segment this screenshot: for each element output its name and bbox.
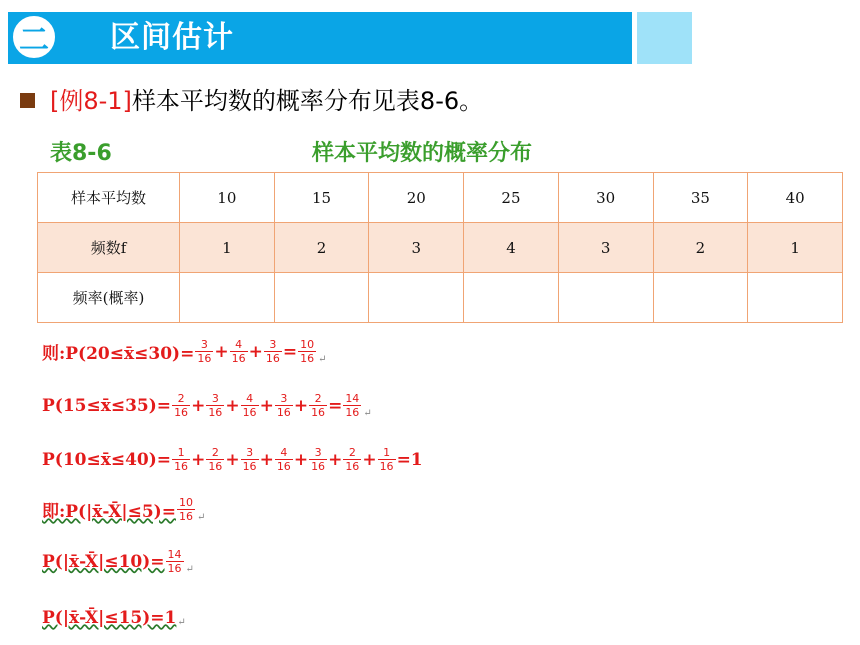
fraction: $\frac{4}{16}$ <box>276 446 291 473</box>
table-cell <box>369 273 464 323</box>
table-cell <box>274 273 369 323</box>
fraction: $\frac{10}{16}$ <box>300 338 315 365</box>
table-cell: 1 <box>180 223 275 273</box>
table-row-probability <box>38 273 843 323</box>
fraction: $\frac{14}{16}$ <box>167 548 182 575</box>
formula-p20-30: 则:P(20≤x̄≤30)= $\frac{3}{16}$ + $\frac{4}{16}$ + $\frac{3}{16}$ = $\frac{10}{16}$ ↵ <box>42 338 327 365</box>
table-cell <box>653 273 748 323</box>
formula-result: =1 <box>396 449 423 470</box>
formula-label: P(|x̄-X̄|≤15)=1 <box>42 608 177 628</box>
fraction: $\frac{10}{16}$ <box>178 496 193 523</box>
table-cell: 35 <box>653 173 748 223</box>
formula-label: 即:P(|x̄-X̄|≤5)= <box>42 502 176 522</box>
formula-label: P(10≤x̄≤40)= <box>42 449 172 470</box>
fraction: $\frac{3}{16}$ <box>242 446 257 473</box>
example-text: 样本平均数的概率分布见表8-6。 <box>131 87 484 115</box>
bullet-square-icon <box>20 93 35 108</box>
table-row-frequency <box>38 223 843 273</box>
table-cell: 20 <box>369 173 464 223</box>
table-cell: 40 <box>748 173 843 223</box>
fraction: $\frac{14}{16}$ <box>345 392 360 419</box>
table-row-sample-mean <box>38 173 843 223</box>
table-cell: 样本平均数 <box>38 173 180 223</box>
paragraph-mark-icon: ↵ <box>196 512 206 523</box>
paragraph-mark-icon: ↵ <box>363 408 372 419</box>
formula-p10-40: P(10≤x̄≤40)= $\frac{1}{16}$ + $\frac{2}{16}$ + $\frac{3}{16}$ + $\frac{4}{16}$ + $\frac{3}{16}$ + $\frac{2}{16}$ + $\frac{1}{16}$ =1 <box>42 446 423 473</box>
table-cell: 频率(概率) <box>38 273 180 323</box>
fraction: $\frac{4}{16}$ <box>242 392 257 419</box>
table-cell: 3 <box>558 223 653 273</box>
table-cell <box>558 273 653 323</box>
formula-p15-35: P(15≤x̄≤35)= $\frac{2}{16}$ + $\frac{3}{16}$ + $\frac{4}{16}$ + $\frac{3}{16}$ + $\frac{2}{16}$ = $\frac{14}{16}$ ↵ <box>42 392 372 419</box>
table-cell: 2 <box>274 223 369 273</box>
table-cell: 15 <box>274 173 369 223</box>
formula-abs-5 <box>42 496 205 523</box>
table-cell: 2 <box>653 223 748 273</box>
fraction: $\frac{1}{16}$ <box>379 446 394 473</box>
fraction: $\frac{2}{16}$ <box>174 392 189 419</box>
section-header-bar <box>8 12 632 64</box>
table-cell <box>748 273 843 323</box>
header-accent-block <box>637 12 692 64</box>
table-cell: 30 <box>558 173 653 223</box>
fraction: $\frac{2}{16}$ <box>345 446 360 473</box>
table-cell <box>180 273 275 323</box>
table-cell: 10 <box>180 173 275 223</box>
paragraph-mark-icon: ↵ <box>177 617 186 628</box>
table-cell <box>464 273 559 323</box>
paragraph-mark-icon: ↵ <box>185 564 194 575</box>
section-number-badge: 二 <box>10 13 58 61</box>
fraction: $\frac{4}{16}$ <box>231 338 246 365</box>
fraction: $\frac{2}{16}$ <box>208 446 223 473</box>
fraction: $\frac{3}{16}$ <box>311 446 326 473</box>
table-cell: 25 <box>464 173 559 223</box>
formula-abs-15 <box>42 608 186 628</box>
table-cell: 3 <box>369 223 464 273</box>
fraction: $\frac{3}{16}$ <box>265 338 280 365</box>
fraction: $\frac{1}{16}$ <box>174 446 189 473</box>
formula-label: 则:P(20≤x̄≤30)= <box>42 344 195 364</box>
fraction: $\frac{3}{16}$ <box>197 338 212 365</box>
table-cell: 4 <box>464 223 559 273</box>
fraction: $\frac{3}{16}$ <box>208 392 223 419</box>
example-statement <box>50 84 483 118</box>
distribution-table <box>37 172 843 323</box>
fraction: $\frac{3}{16}$ <box>276 392 291 419</box>
fraction: $\frac{2}{16}$ <box>311 392 326 419</box>
formula-label: P(15≤x̄≤35)= <box>42 395 172 416</box>
paragraph-mark-icon: ↵ <box>318 354 327 365</box>
table-cell: 频数f <box>38 223 180 273</box>
formula-label: P(|x̄-X̄|≤10)= <box>42 551 165 572</box>
section-title: 区间估计 <box>110 20 234 55</box>
table-number: 表8-6 <box>50 141 112 166</box>
formula-abs-10 <box>42 548 194 575</box>
table-title: 样本平均数的概率分布 <box>312 141 533 166</box>
table-cell: 1 <box>748 223 843 273</box>
example-tag: [例8-1] <box>50 87 132 115</box>
